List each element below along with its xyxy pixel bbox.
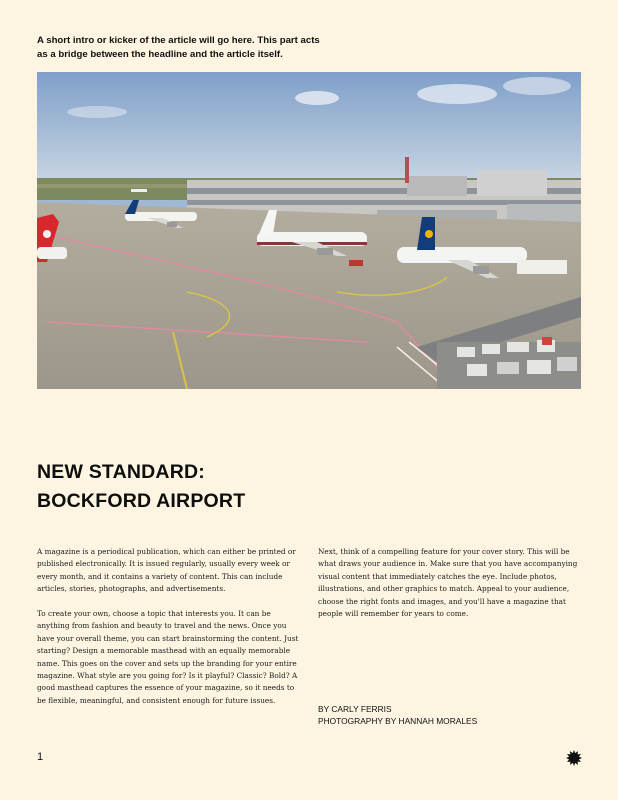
photo-credit: PHOTOGRAPHY BY HANNAH MORALES	[318, 716, 478, 726]
body-column-left	[37, 546, 303, 720]
body-paragraph: Next, think of a compelling feature for your cover story. This will be what draws your audience in. Make sure that you have accompanying visual content that immediately catches the eye. Include photos, illustrations, and other graphics to match. Appeal to your audience, choose the right fonts and images, and you'll have a magazine that people will remember for years to come.	[318, 547, 578, 619]
article-headline	[37, 458, 437, 516]
headline-line-1: NEW STANDARD:	[37, 461, 205, 483]
headline-line-2: BOCKFORD AIRPORT	[37, 490, 246, 512]
airport-photo	[37, 72, 581, 389]
body-paragraph: To create your own, choose a topic that interests you. It can be anything from fashion and beauty to travel and the news. Once you have your overall theme, you can start brainstorming the content. Just starting? Design a memorable masthead with an equally memorable name. This goes on the cover and sets up the branding for your entire magazine. What style are you going for? Is it playful? Classic? Bold? A good masthead captures the essence of your magazine, so it needs to be flexible, meaningful, and consistent enough for future issues.	[37, 609, 299, 705]
page-number: 1	[37, 751, 44, 763]
body-column-right	[318, 546, 584, 633]
author-credit: BY CARLY FERRIS	[318, 704, 392, 714]
credits	[318, 703, 477, 727]
body-paragraph: A magazine is a periodical publication, which can either be printed or published electronically. It is issued regularly, usually every week or every month, and it contains a variety of content. This can include articles, stories, photographs, and advertisements.	[37, 547, 296, 594]
starburst-icon	[566, 750, 582, 766]
article-kicker: A short intro or kicker of the article will go here. This part acts as a bridge between the headline and the article itself.	[37, 35, 320, 60]
